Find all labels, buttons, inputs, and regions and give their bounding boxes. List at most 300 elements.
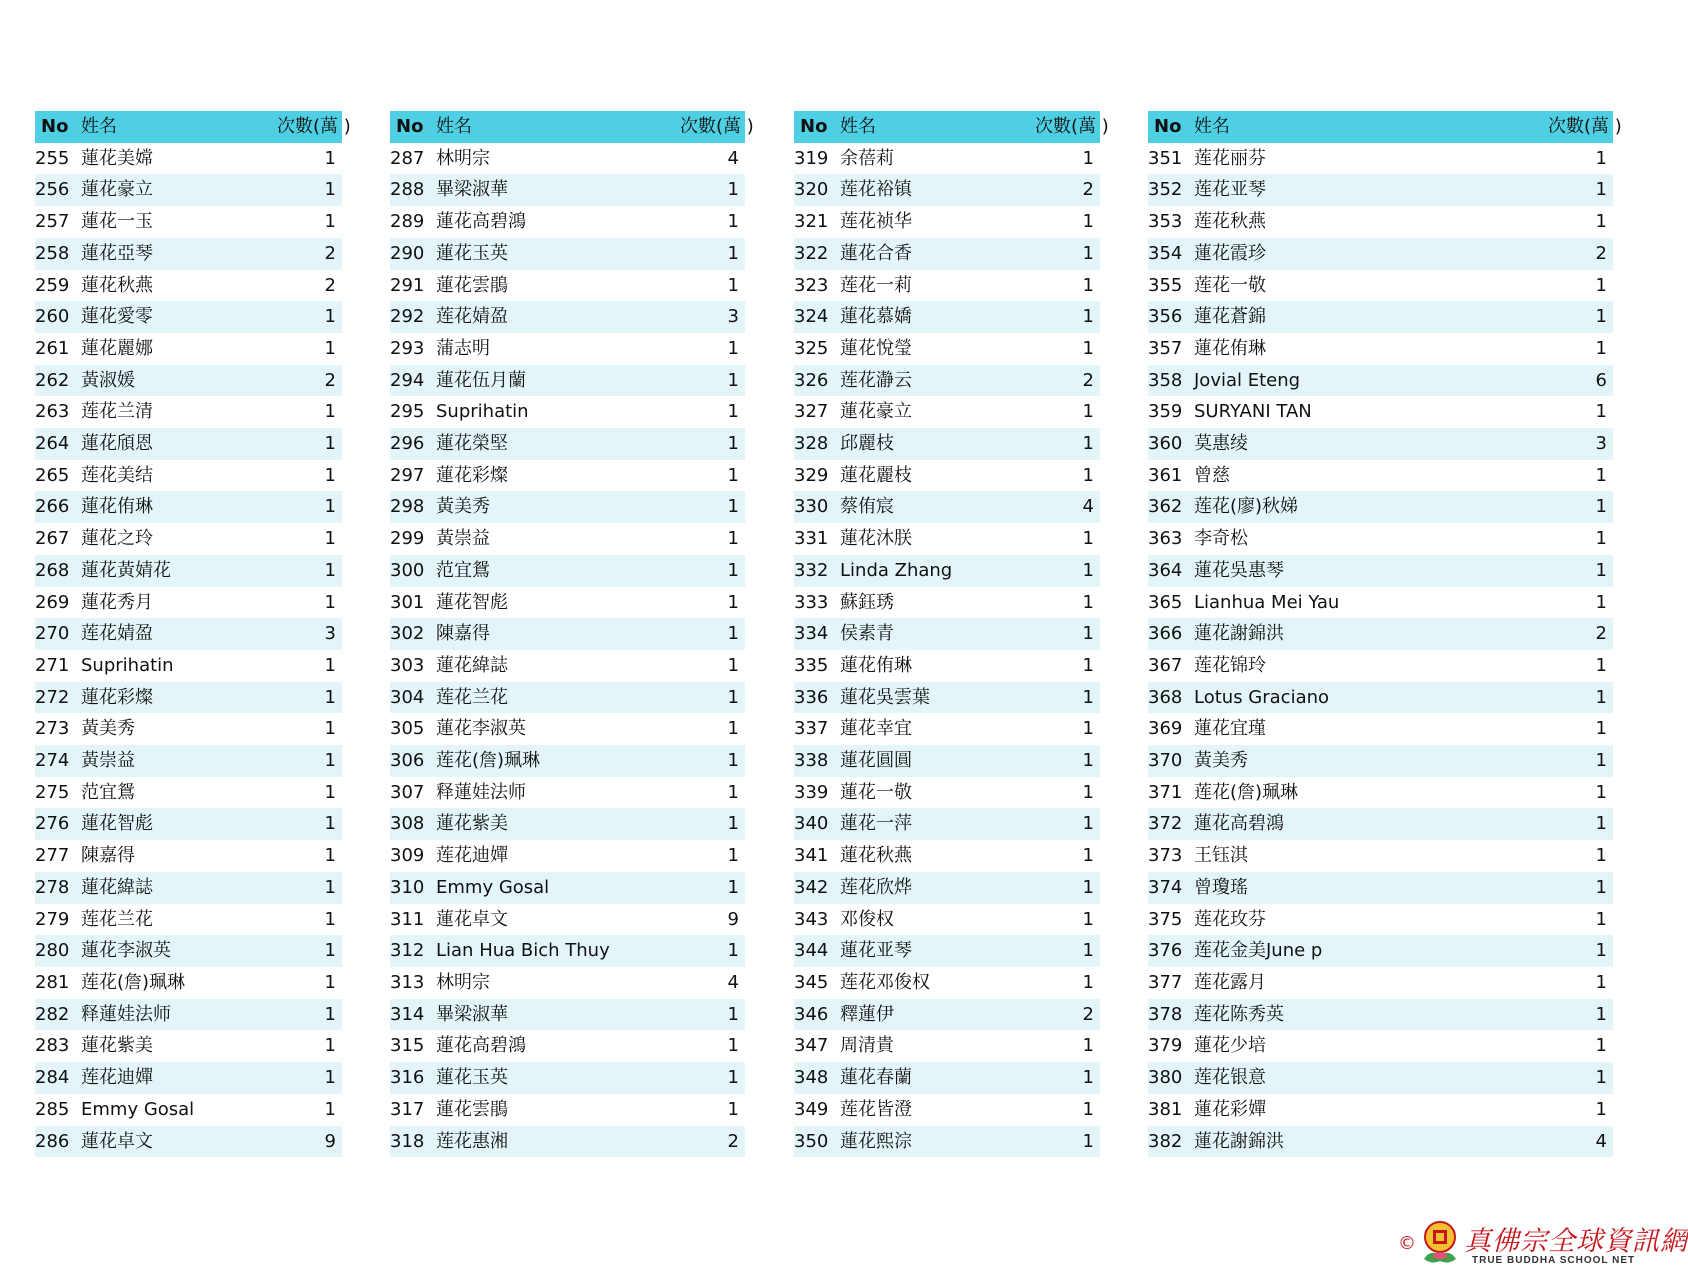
table-row — [794, 967, 1100, 999]
row-number: 338 — [794, 745, 836, 777]
row-number: 282 — [35, 999, 77, 1031]
row-count: 1 — [1595, 781, 1607, 803]
row-number: 348 — [794, 1062, 836, 1094]
row-count: 1 — [277, 808, 342, 840]
table-row — [794, 682, 1100, 714]
row-name: 周清貴 — [840, 1035, 894, 1057]
table-row — [1148, 1062, 1613, 1094]
row-number: 335 — [794, 654, 829, 676]
row-number: 309 — [390, 845, 425, 867]
row-count: 1 — [324, 528, 336, 550]
row-number: 305 — [390, 718, 425, 740]
row-number: 270 — [35, 618, 77, 650]
row-number: 255 — [35, 147, 70, 169]
row-count: 1 — [1595, 1098, 1607, 1120]
row-count: 1 — [1548, 745, 1613, 777]
header-no: No — [390, 111, 432, 143]
row-count: 1 — [680, 872, 745, 904]
row-count: 1 — [680, 1062, 745, 1094]
row-number: 303 — [390, 654, 425, 676]
row-number: 342 — [794, 872, 836, 904]
row-number: 278 — [35, 872, 77, 904]
row-count: 1 — [1082, 147, 1094, 169]
table-header-row — [35, 111, 342, 143]
row-number: 277 — [35, 845, 70, 867]
table-row — [35, 650, 342, 682]
table-row — [1148, 396, 1613, 428]
row-name: 蓮花慕嬌 — [836, 301, 1035, 333]
table-row — [1148, 1126, 1613, 1158]
row-name: 蓮花雲鵑 — [436, 1098, 508, 1120]
row-number: 324 — [794, 301, 836, 333]
row-count: 1 — [680, 618, 745, 650]
row-count: 1 — [1082, 908, 1094, 930]
row-name: 蔡侑宸 — [836, 491, 1035, 523]
row-count: 1 — [727, 654, 739, 676]
row-number: 370 — [1148, 745, 1190, 777]
row-name: 蓮花緯誌 — [77, 872, 277, 904]
brand-name-chinese: 真佛宗全球資訊網 — [1464, 1226, 1688, 1257]
table-row — [794, 174, 1100, 206]
row-count: 1 — [277, 935, 342, 967]
table-row — [1148, 270, 1613, 302]
row-number: 366 — [1148, 618, 1190, 650]
table-row — [35, 840, 342, 872]
table-row — [1148, 174, 1613, 206]
table-row — [35, 618, 342, 650]
row-number: 321 — [794, 211, 829, 233]
row-count: 1 — [1035, 935, 1100, 967]
row-name: 蓮花卓文 — [77, 1126, 277, 1158]
row-name: 蓮花愛零 — [77, 301, 277, 333]
row-name: 蓮花麗枝 — [840, 464, 912, 486]
row-count: 1 — [1082, 211, 1094, 233]
row-count: 1 — [324, 401, 336, 423]
row-name: 曾慈 — [1194, 464, 1230, 486]
table-row — [1148, 555, 1613, 587]
row-name: 蓮花彩嬋 — [1194, 1098, 1266, 1120]
row-number: 273 — [35, 718, 70, 740]
row-count: 1 — [1548, 301, 1613, 333]
row-number: 268 — [35, 555, 77, 587]
row-number: 382 — [1148, 1126, 1190, 1158]
table-row — [1148, 587, 1613, 619]
row-count: 1 — [727, 591, 739, 613]
row-count: 2 — [1548, 618, 1613, 650]
table-row — [35, 1126, 342, 1158]
table-row — [390, 555, 745, 587]
row-name: 蘇鈺琇 — [840, 591, 894, 613]
row-name: 畢梁淑華 — [432, 174, 680, 206]
row-name: Emmy Gosal — [81, 1098, 195, 1120]
table-row — [35, 1094, 342, 1126]
row-number: 327 — [794, 401, 829, 423]
row-name: 釋蓮伊 — [836, 999, 1035, 1031]
row-name: 蓮花李淑英 — [77, 935, 277, 967]
table-row — [1148, 1030, 1613, 1062]
row-count: 1 — [324, 211, 336, 233]
row-name: 蓮花蒼錦 — [1190, 301, 1548, 333]
table-row — [35, 682, 342, 714]
table-row — [35, 143, 342, 175]
row-count: 1 — [727, 781, 739, 803]
row-count: 1 — [680, 808, 745, 840]
table-row — [794, 491, 1100, 523]
header-count: 次數(萬 ) — [1548, 111, 1613, 143]
header-name: 姓名 — [432, 111, 680, 143]
row-number: 368 — [1148, 682, 1190, 714]
row-number: 267 — [35, 528, 70, 550]
row-count: 1 — [1082, 971, 1094, 993]
row-count: 1 — [1548, 808, 1613, 840]
table-row — [35, 206, 342, 238]
row-count: 1 — [1082, 591, 1094, 613]
row-count: 1 — [680, 682, 745, 714]
row-name: 蓮花春蘭 — [836, 1062, 1035, 1094]
row-count: 2 — [277, 238, 342, 270]
row-name: 蓮花彩燦 — [436, 464, 508, 486]
row-name: 蓮花圓圓 — [836, 745, 1035, 777]
row-name: 蓮花秋燕 — [81, 274, 153, 296]
header-count: 次數(萬 ) — [1035, 111, 1100, 143]
table-row — [35, 1062, 342, 1094]
brand-name-english: TRUE BUDDHA SCHOOL NET — [1472, 1255, 1636, 1266]
row-count: 1 — [1035, 555, 1100, 587]
row-count: 3 — [1548, 428, 1613, 460]
table-row — [1148, 967, 1613, 999]
row-number: 288 — [390, 174, 432, 206]
row-count: 1 — [277, 745, 342, 777]
row-number: 373 — [1148, 845, 1183, 867]
row-number: 284 — [35, 1062, 77, 1094]
row-count: 1 — [727, 718, 739, 740]
row-name: 莲花瀞云 — [836, 365, 1035, 397]
row-name: 黃美秀 — [1190, 745, 1548, 777]
row-count: 1 — [1595, 1035, 1607, 1057]
row-count: 1 — [1082, 528, 1094, 550]
table-row — [1148, 682, 1613, 714]
row-number: 290 — [390, 238, 432, 270]
row-count: 1 — [324, 1098, 336, 1120]
row-number: 279 — [35, 908, 70, 930]
table-row — [794, 1126, 1100, 1158]
table-row — [390, 808, 745, 840]
row-number: 286 — [35, 1126, 77, 1158]
row-name: 黃淑媛 — [77, 365, 277, 397]
row-number: 378 — [1148, 999, 1190, 1031]
row-count: 1 — [1595, 845, 1607, 867]
row-name: 蓮花智彪 — [436, 591, 508, 613]
table-row — [390, 967, 745, 999]
table-row — [390, 1030, 745, 1062]
table-row — [390, 428, 745, 460]
row-name: 莲花秋燕 — [1194, 211, 1266, 233]
row-count: 4 — [1548, 1126, 1613, 1158]
row-number: 301 — [390, 591, 425, 613]
table-row — [794, 587, 1100, 619]
row-name: 莲花陈秀英 — [1190, 999, 1548, 1031]
row-count: 1 — [324, 718, 336, 740]
row-number: 259 — [35, 274, 70, 296]
table-row — [390, 999, 745, 1031]
row-number: 325 — [794, 337, 829, 359]
row-count: 1 — [324, 591, 336, 613]
row-name: 蓮花卓文 — [436, 908, 508, 930]
table-row — [794, 745, 1100, 777]
table-row — [390, 904, 745, 936]
table-row — [1148, 777, 1613, 809]
row-count: 1 — [1595, 464, 1607, 486]
row-count: 2 — [1035, 365, 1100, 397]
row-number: 272 — [35, 682, 77, 714]
header-name: 姓名 — [836, 111, 1035, 143]
lotus-seal-icon — [1420, 1219, 1460, 1267]
row-count: 1 — [680, 238, 745, 270]
row-count: 1 — [727, 1035, 739, 1057]
table-row — [1148, 745, 1613, 777]
row-number: 358 — [1148, 365, 1190, 397]
table-header-row — [1148, 111, 1613, 143]
table-row — [390, 460, 745, 492]
row-count: 1 — [277, 682, 342, 714]
row-name: Lianhua Mei Yau — [1194, 591, 1340, 613]
row-number: 332 — [794, 555, 836, 587]
row-number: 361 — [1148, 464, 1183, 486]
row-name: 范宜鴛 — [432, 555, 680, 587]
row-number: 265 — [35, 464, 70, 486]
table-row — [794, 555, 1100, 587]
table-row — [390, 650, 745, 682]
row-name: 蓮花一敬 — [840, 781, 912, 803]
table-row — [1148, 365, 1613, 397]
row-name: 莲花惠湘 — [432, 1126, 680, 1158]
row-name: 蓮花玉英 — [432, 1062, 680, 1094]
row-count: 1 — [1548, 174, 1613, 206]
row-count: 1 — [324, 845, 336, 867]
table-row — [35, 270, 342, 302]
row-count: 9 — [277, 1126, 342, 1158]
row-name: 范宜鴛 — [81, 781, 135, 803]
row-count: 1 — [1548, 999, 1613, 1031]
row-count: 2 — [1035, 174, 1100, 206]
row-count: 1 — [1548, 491, 1613, 523]
header-name: 姓名 — [1190, 111, 1548, 143]
row-number: 367 — [1148, 654, 1183, 676]
row-count: 1 — [727, 274, 739, 296]
row-number: 271 — [35, 654, 70, 676]
row-count: 1 — [680, 174, 745, 206]
row-number: 377 — [1148, 971, 1183, 993]
row-count: 1 — [277, 1062, 342, 1094]
row-count: 1 — [277, 555, 342, 587]
row-count: 1 — [1595, 591, 1607, 613]
table-row — [35, 808, 342, 840]
row-number: 347 — [794, 1035, 829, 1057]
row-number: 289 — [390, 211, 425, 233]
table-row — [35, 333, 342, 365]
table-row — [794, 333, 1100, 365]
table-row — [390, 713, 745, 745]
name-table-1 — [35, 111, 351, 1157]
table-row — [1148, 333, 1613, 365]
row-count: 1 — [1548, 682, 1613, 714]
row-number: 329 — [794, 464, 829, 486]
row-count: 1 — [1595, 147, 1607, 169]
row-number: 318 — [390, 1126, 432, 1158]
row-count: 1 — [680, 745, 745, 777]
row-count: 1 — [1035, 1062, 1100, 1094]
row-number: 380 — [1148, 1062, 1190, 1094]
row-number: 375 — [1148, 908, 1183, 930]
row-count: 4 — [727, 147, 739, 169]
row-name: 莲花露月 — [1194, 971, 1266, 993]
row-name: Suprihatin — [81, 654, 174, 676]
row-name: 蓮花紫美 — [81, 1035, 153, 1057]
row-number: 295 — [390, 401, 425, 423]
row-number: 326 — [794, 365, 836, 397]
row-name: 莲花锦玲 — [1194, 654, 1266, 676]
table-row — [35, 1030, 342, 1062]
header-count: 次數(萬 ) — [680, 111, 745, 143]
row-number: 319 — [794, 147, 829, 169]
row-number: 374 — [1148, 872, 1190, 904]
row-count: 1 — [1082, 781, 1094, 803]
row-number: 281 — [35, 971, 70, 993]
row-number: 294 — [390, 365, 432, 397]
table-row — [794, 1062, 1100, 1094]
table-row — [390, 587, 745, 619]
row-count: 1 — [1548, 935, 1613, 967]
table-row — [390, 491, 745, 523]
row-name: 蓮花熙淙 — [836, 1126, 1035, 1158]
row-count: 1 — [324, 147, 336, 169]
row-name: 蓮花少培 — [1194, 1035, 1266, 1057]
row-number: 331 — [794, 528, 829, 550]
header-name: 姓名 — [77, 111, 277, 143]
table-row — [390, 935, 745, 967]
row-number: 283 — [35, 1035, 70, 1057]
row-number: 323 — [794, 274, 829, 296]
row-name: 释蓮娃法师 — [77, 999, 277, 1031]
row-count: 1 — [277, 999, 342, 1031]
row-number: 256 — [35, 174, 77, 206]
row-number: 264 — [35, 428, 77, 460]
row-name: 余蓓莉 — [840, 147, 894, 169]
row-name: 莲花迪嬋 — [77, 1062, 277, 1094]
table-row — [794, 238, 1100, 270]
table-header-row — [794, 111, 1100, 143]
row-number: 345 — [794, 971, 829, 993]
row-count: 1 — [727, 211, 739, 233]
row-number: 328 — [794, 428, 836, 460]
row-number: 371 — [1148, 781, 1183, 803]
row-count: 1 — [1595, 654, 1607, 676]
row-count: 2 — [1035, 999, 1100, 1031]
row-count: 1 — [680, 491, 745, 523]
row-number: 372 — [1148, 808, 1190, 840]
row-name: 蓮花沐朕 — [840, 528, 912, 550]
row-name: Lian Hua Bich Thuy — [432, 935, 680, 967]
row-number: 339 — [794, 781, 829, 803]
row-count: 1 — [1082, 464, 1094, 486]
row-number: 317 — [390, 1098, 425, 1120]
row-count: 1 — [727, 401, 739, 423]
row-count: 1 — [1595, 718, 1607, 740]
row-count: 1 — [1035, 808, 1100, 840]
row-name: 蓮花智彪 — [77, 808, 277, 840]
row-number: 298 — [390, 491, 432, 523]
row-count: 1 — [324, 464, 336, 486]
row-count: 1 — [1082, 654, 1094, 676]
table-row — [390, 365, 745, 397]
row-number: 365 — [1148, 591, 1183, 613]
row-name: 莲花一敬 — [1194, 274, 1266, 296]
row-number: 363 — [1148, 528, 1183, 550]
row-number: 320 — [794, 174, 836, 206]
table-row — [1148, 713, 1613, 745]
table-row — [794, 872, 1100, 904]
row-count: 1 — [277, 428, 342, 460]
table-row — [390, 333, 745, 365]
row-name: 蓮花一萍 — [836, 808, 1035, 840]
row-name: 莲花皆澄 — [840, 1098, 912, 1120]
copyright-symbol: © — [1398, 1233, 1416, 1254]
row-count: 1 — [680, 428, 745, 460]
table-row — [794, 808, 1100, 840]
row-name: 蓮花美嫦 — [81, 147, 153, 169]
table-row — [390, 745, 745, 777]
row-number: 276 — [35, 808, 77, 840]
table-row — [794, 904, 1100, 936]
row-name: 黃美秀 — [81, 718, 135, 740]
table-row — [390, 840, 745, 872]
row-number: 302 — [390, 618, 432, 650]
table-row — [1148, 491, 1613, 523]
table-row — [390, 396, 745, 428]
row-number: 263 — [35, 401, 70, 423]
table-row — [390, 777, 745, 809]
table-row — [794, 460, 1100, 492]
row-name: Emmy Gosal — [432, 872, 680, 904]
row-name: 蓮花霞珍 — [1190, 238, 1548, 270]
row-number: 296 — [390, 428, 432, 460]
row-count: 1 — [324, 781, 336, 803]
row-count: 1 — [324, 971, 336, 993]
table-row — [794, 1094, 1100, 1126]
row-count: 1 — [1548, 872, 1613, 904]
row-number: 258 — [35, 238, 77, 270]
row-count: 1 — [277, 174, 342, 206]
row-count: 1 — [727, 528, 739, 550]
row-name: 李奇松 — [1194, 528, 1248, 550]
row-number: 322 — [794, 238, 836, 270]
row-count: 1 — [1035, 1126, 1100, 1158]
row-count: 1 — [1082, 1035, 1094, 1057]
row-count: 1 — [1082, 718, 1094, 740]
row-name: 莲花祯华 — [840, 211, 912, 233]
header-no: No — [794, 111, 836, 143]
row-name: 蓮花侑琳 — [77, 491, 277, 523]
row-count: 1 — [1082, 845, 1094, 867]
row-number: 330 — [794, 491, 836, 523]
row-count: 1 — [727, 337, 739, 359]
table-row — [390, 174, 745, 206]
row-number: 260 — [35, 301, 77, 333]
row-count: 2 — [680, 1126, 745, 1158]
row-name: 黃崇益 — [436, 528, 490, 550]
row-name: 王钰淇 — [1194, 845, 1248, 867]
row-number: 364 — [1148, 555, 1190, 587]
